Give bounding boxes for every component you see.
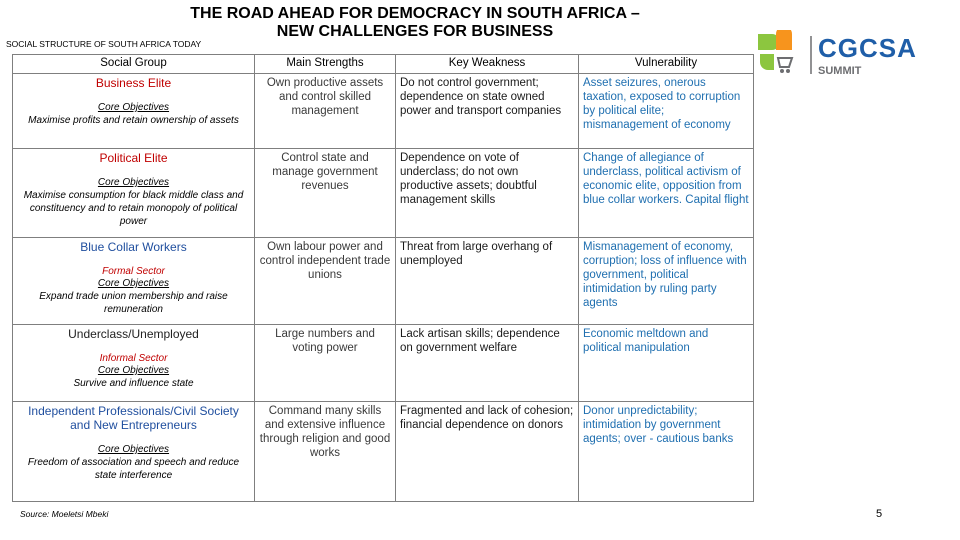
group-name: Blue Collar Workers (80, 240, 187, 254)
social-group-cell (13, 74, 255, 149)
strengths-cell: Own productive assets and control skilled management (255, 74, 396, 149)
social-group-cell (13, 402, 255, 502)
title-line-1: THE ROAD AHEAD FOR DEMOCRACY IN SOUTH AFRICA – (190, 5, 640, 22)
header-main-strengths: Main Strengths (255, 55, 396, 74)
social-group-cell (13, 325, 255, 402)
cgcsa-summit-logo (756, 30, 936, 80)
group-objectives: Survive and influence state (73, 378, 194, 389)
strengths-cell: Own labour power and control independent trade unions (255, 238, 396, 325)
title-line-2: NEW CHALLENGES FOR BUSINESS (276, 23, 554, 40)
vulnerability-cell: Economic meltdown and political manipulation (579, 325, 754, 402)
table-row (13, 149, 754, 238)
strengths-cell: Control state and manage government revenues (255, 149, 396, 238)
core-objectives-label: Core Objectives (97, 177, 170, 188)
social-structure-table (12, 54, 754, 502)
header-key-weakness: Key Weakness (396, 55, 579, 74)
logo-wordmark: CGCSA (818, 33, 917, 63)
social-group-cell (13, 149, 255, 238)
group-objectives: Maximise consumption for black middle class and constituency and to retain monopoly of political power (23, 190, 244, 227)
table-row (13, 74, 754, 149)
source-note: Source: Moeletsi Mbeki (20, 509, 109, 519)
vulnerability-cell: Change of allegiance of underclass, political activism of economic elite, opposition from blue collar workers. Capital flight (579, 149, 754, 238)
table-header-row (13, 55, 754, 74)
group-name: Independent Professionals/Civil Society and New Entrepreneurs (28, 404, 239, 432)
header-social-group: Social Group (13, 55, 255, 74)
weakness-cell: Fragmented and lack of cohesion; financial dependence on donors (396, 402, 579, 502)
group-objectives: Maximise profits and retain ownership of assets (28, 115, 239, 126)
group-name: Underclass/Unemployed (68, 327, 199, 341)
social-group-cell (13, 238, 255, 325)
weakness-cell: Do not control government; dependence on state owned power and transport companies (396, 74, 579, 149)
core-objectives-label: Core Objectives (97, 278, 170, 289)
group-sector: Formal Sector (102, 266, 165, 277)
group-objectives: Freedom of association and speech and reduce state interference (27, 457, 240, 481)
logo-mark-icon (758, 30, 792, 73)
table-row (13, 402, 754, 502)
core-objectives-label: Core Objectives (97, 444, 170, 455)
vulnerability-cell: Asset seizures, onerous taxation, exposed to corruption by political elite; mismanagement of economy (579, 74, 754, 149)
core-objectives-label: Core Objectives (97, 365, 170, 376)
table-row (13, 325, 754, 402)
strengths-cell: Large numbers and voting power (255, 325, 396, 402)
strengths-cell: Command many skills and extensive influence through religion and good works (255, 402, 396, 502)
logo-tagline: SUMMIT (818, 65, 862, 77)
group-name: Business Elite (95, 76, 172, 90)
header-vulnerability: Vulnerability (579, 55, 754, 74)
group-name: Political Elite (99, 151, 168, 165)
core-objectives-label: Core Objectives (97, 102, 170, 113)
group-sector: Informal Sector (99, 353, 168, 364)
table-row (13, 238, 754, 325)
page-number: 5 (876, 508, 883, 520)
weakness-cell: Dependence on vote of underclass; do not own productive assets; doubtful management skills (396, 149, 579, 238)
group-objectives: Expand trade union membership and raise remuneration (39, 291, 228, 315)
weakness-cell: Threat from large overhang of unemployed (396, 238, 579, 325)
vulnerability-cell: Donor unpredictability; intimidation by government agents; over - cautious banks (579, 402, 754, 502)
weakness-cell: Lack artisan skills; dependence on government welfare (396, 325, 579, 402)
page-subtitle: SOCIAL STRUCTURE OF SOUTH AFRICA TODAY (6, 39, 202, 49)
page-title (140, 5, 690, 41)
vulnerability-cell: Mismanagement of economy, corruption; loss of influence with government, political intimidation by ruling party agents (579, 238, 754, 325)
